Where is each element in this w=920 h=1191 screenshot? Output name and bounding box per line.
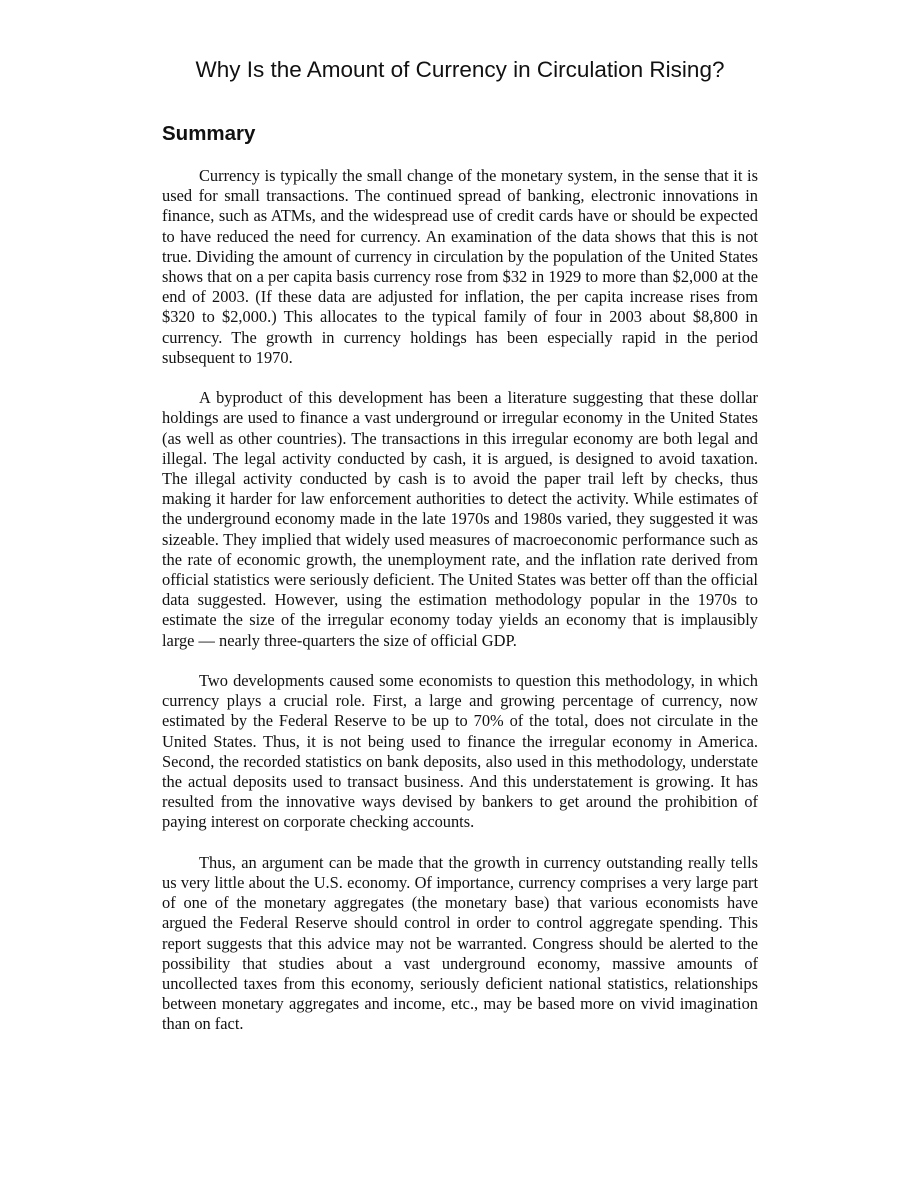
- paragraph-4: Thus, an argument can be made that the growth in currency outstanding really tells us very little about the U.S. economy. Of importance, currency comprises a very large part of one of the monetary aggregates (the monetary base) that various economists have argued the Federal Reserve should control in order to control aggregate spending. This report suggests that this advice may not be warranted. Congress should be alerted to the possibility that studies about a vast underground economy, massive amounts of uncollected taxes from this economy, seriously deficient national statistics, relationships between monetary aggregates and income, etc., may be based more on vivid imagination than on fact.: [162, 852, 758, 1034]
- summary-body: [162, 166, 758, 1055]
- paragraph-2: A byproduct of this development has been a literature suggesting that these dollar holdings are used to finance a vast underground or irregular economy in the United States (as well as other countries). The transactions in this irregular economy are both legal and illegal. The legal activity conducted by cash, it is argued, is designed to avoid taxation. The illegal activity conducted by cash is to avoid the paper trail left by checks, thus making it harder for law enforcement authorities to detect the activity. While estimates of the underground economy made in the late 1970s and 1980s varied, they suggested it was sizeable. They implied that widely used measures of macroeconomic performance such as the rate of economic growth, the unemployment rate, and the inflation rate derived from official statistics were seriously deficient. The United States was better off than the official data suggested. However, using the estimation methodology popular in the 1970s to estimate the size of the irregular economy today yields an economy that is implausibly large — nearly three-quarters the size of official GDP.: [162, 388, 758, 650]
- section-heading-summary: Summary: [162, 122, 256, 145]
- paragraph-3: Two developments caused some economists to question this methodology, in which currency plays a crucial role. First, a large and growing percentage of currency, now estimated by the Federal Reserve to be up to 70% of the total, does not circulate in the United States. Thus, it is not being used to finance the irregular economy in America. Second, the recorded statistics on bank deposits, also used in this methodology, understate the actual deposits used to transact business. And this understatement is growing. It has resulted from the innovative ways devised by bankers to get around the prohibition of paying interest on corporate checking accounts.: [162, 671, 758, 832]
- document-title: Why Is the Amount of Currency in Circulation Rising?: [195, 57, 725, 82]
- paragraph-1: Currency is typically the small change of the monetary system, in the sense that it is used for small transactions. The continued spread of banking, electronic innovations in finance, such as ATMs, and the widespread use of credit cards have or should be expected to have reduced the need for currency. An examination of the data shows that this is not true. Dividing the amount of currency in circulation by the population of the United States shows that on a per capita basis currency rose from $32 in 1929 to more than $2,000 at the end of 2003. (If these data are adjusted for inflation, the per capita increase rises from $320 to $2,000.) This allocates to the typical family of four in 2003 about $8,800 in currency. The growth in currency holdings has been especially rapid in the period subsequent to 1970.: [162, 166, 758, 367]
